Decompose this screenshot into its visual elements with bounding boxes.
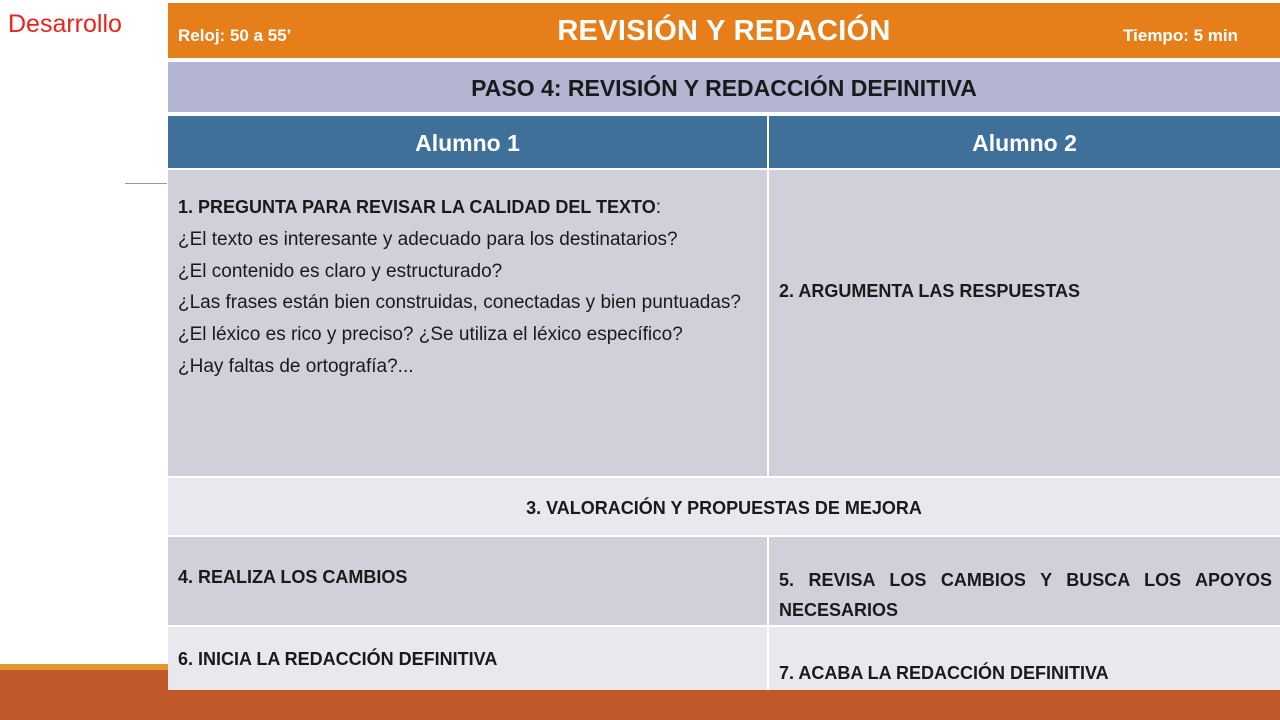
cell-step-2: 2. ARGUMENTA LAS RESPUESTAS: [769, 170, 1280, 476]
time-label: Tiempo: 5 min: [1123, 26, 1238, 45]
decorative-line: [125, 183, 167, 184]
cell-step-7: 7. ACABA LA REDACCIÓN DEFINITIVA: [769, 627, 1280, 690]
step-1-heading: 1. PREGUNTA PARA REVISAR LA CALIDAD DEL TEXTO: [178, 197, 656, 217]
cell-step-3: 3. VALORACIÓN Y PROPUESTAS DE MEJORA: [168, 478, 1280, 535]
review-question-4: ¿Hay faltas de ortografía?...: [178, 355, 414, 377]
header-title: REVISIÓN Y REDACIÓN: [557, 15, 891, 47]
review-question-2: ¿El contenido es claro y estructurado?: [178, 260, 503, 282]
column-header-student-2: Alumno 2: [769, 116, 1280, 168]
clock-label: Reloj: 50 a 55’: [178, 26, 292, 45]
section-label: Desarrollo: [8, 10, 122, 38]
review-question-3: ¿Las frases están bien construidas, conectadas y bien puntuadas? ¿El léxico es rico y preciso? ¿Se utiliza el léxico específico?: [178, 292, 741, 346]
cell-step-4: 4. REALIZA LOS CAMBIOS: [168, 537, 767, 625]
review-question-1: ¿El texto es interesante y adecuado para los destinatarios?: [178, 228, 678, 250]
cell-step-6: 6. INICIA LA REDACCIÓN DEFINITIVA: [168, 627, 767, 690]
activity-panel: [168, 0, 1280, 690]
cell-step-5: 5. REVISA LOS CAMBIOS Y BUSCA LOS APOYOS NECESARIOS: [769, 537, 1280, 625]
column-header-student-1: Alumno 1: [168, 116, 767, 168]
header-banner: [168, 3, 1280, 58]
step-title: PASO 4: REVISIÓN Y REDACCIÓN DEFINITIVA: [168, 62, 1280, 112]
step-1-colon: :: [655, 197, 661, 218]
cell-step-1: [168, 170, 767, 476]
